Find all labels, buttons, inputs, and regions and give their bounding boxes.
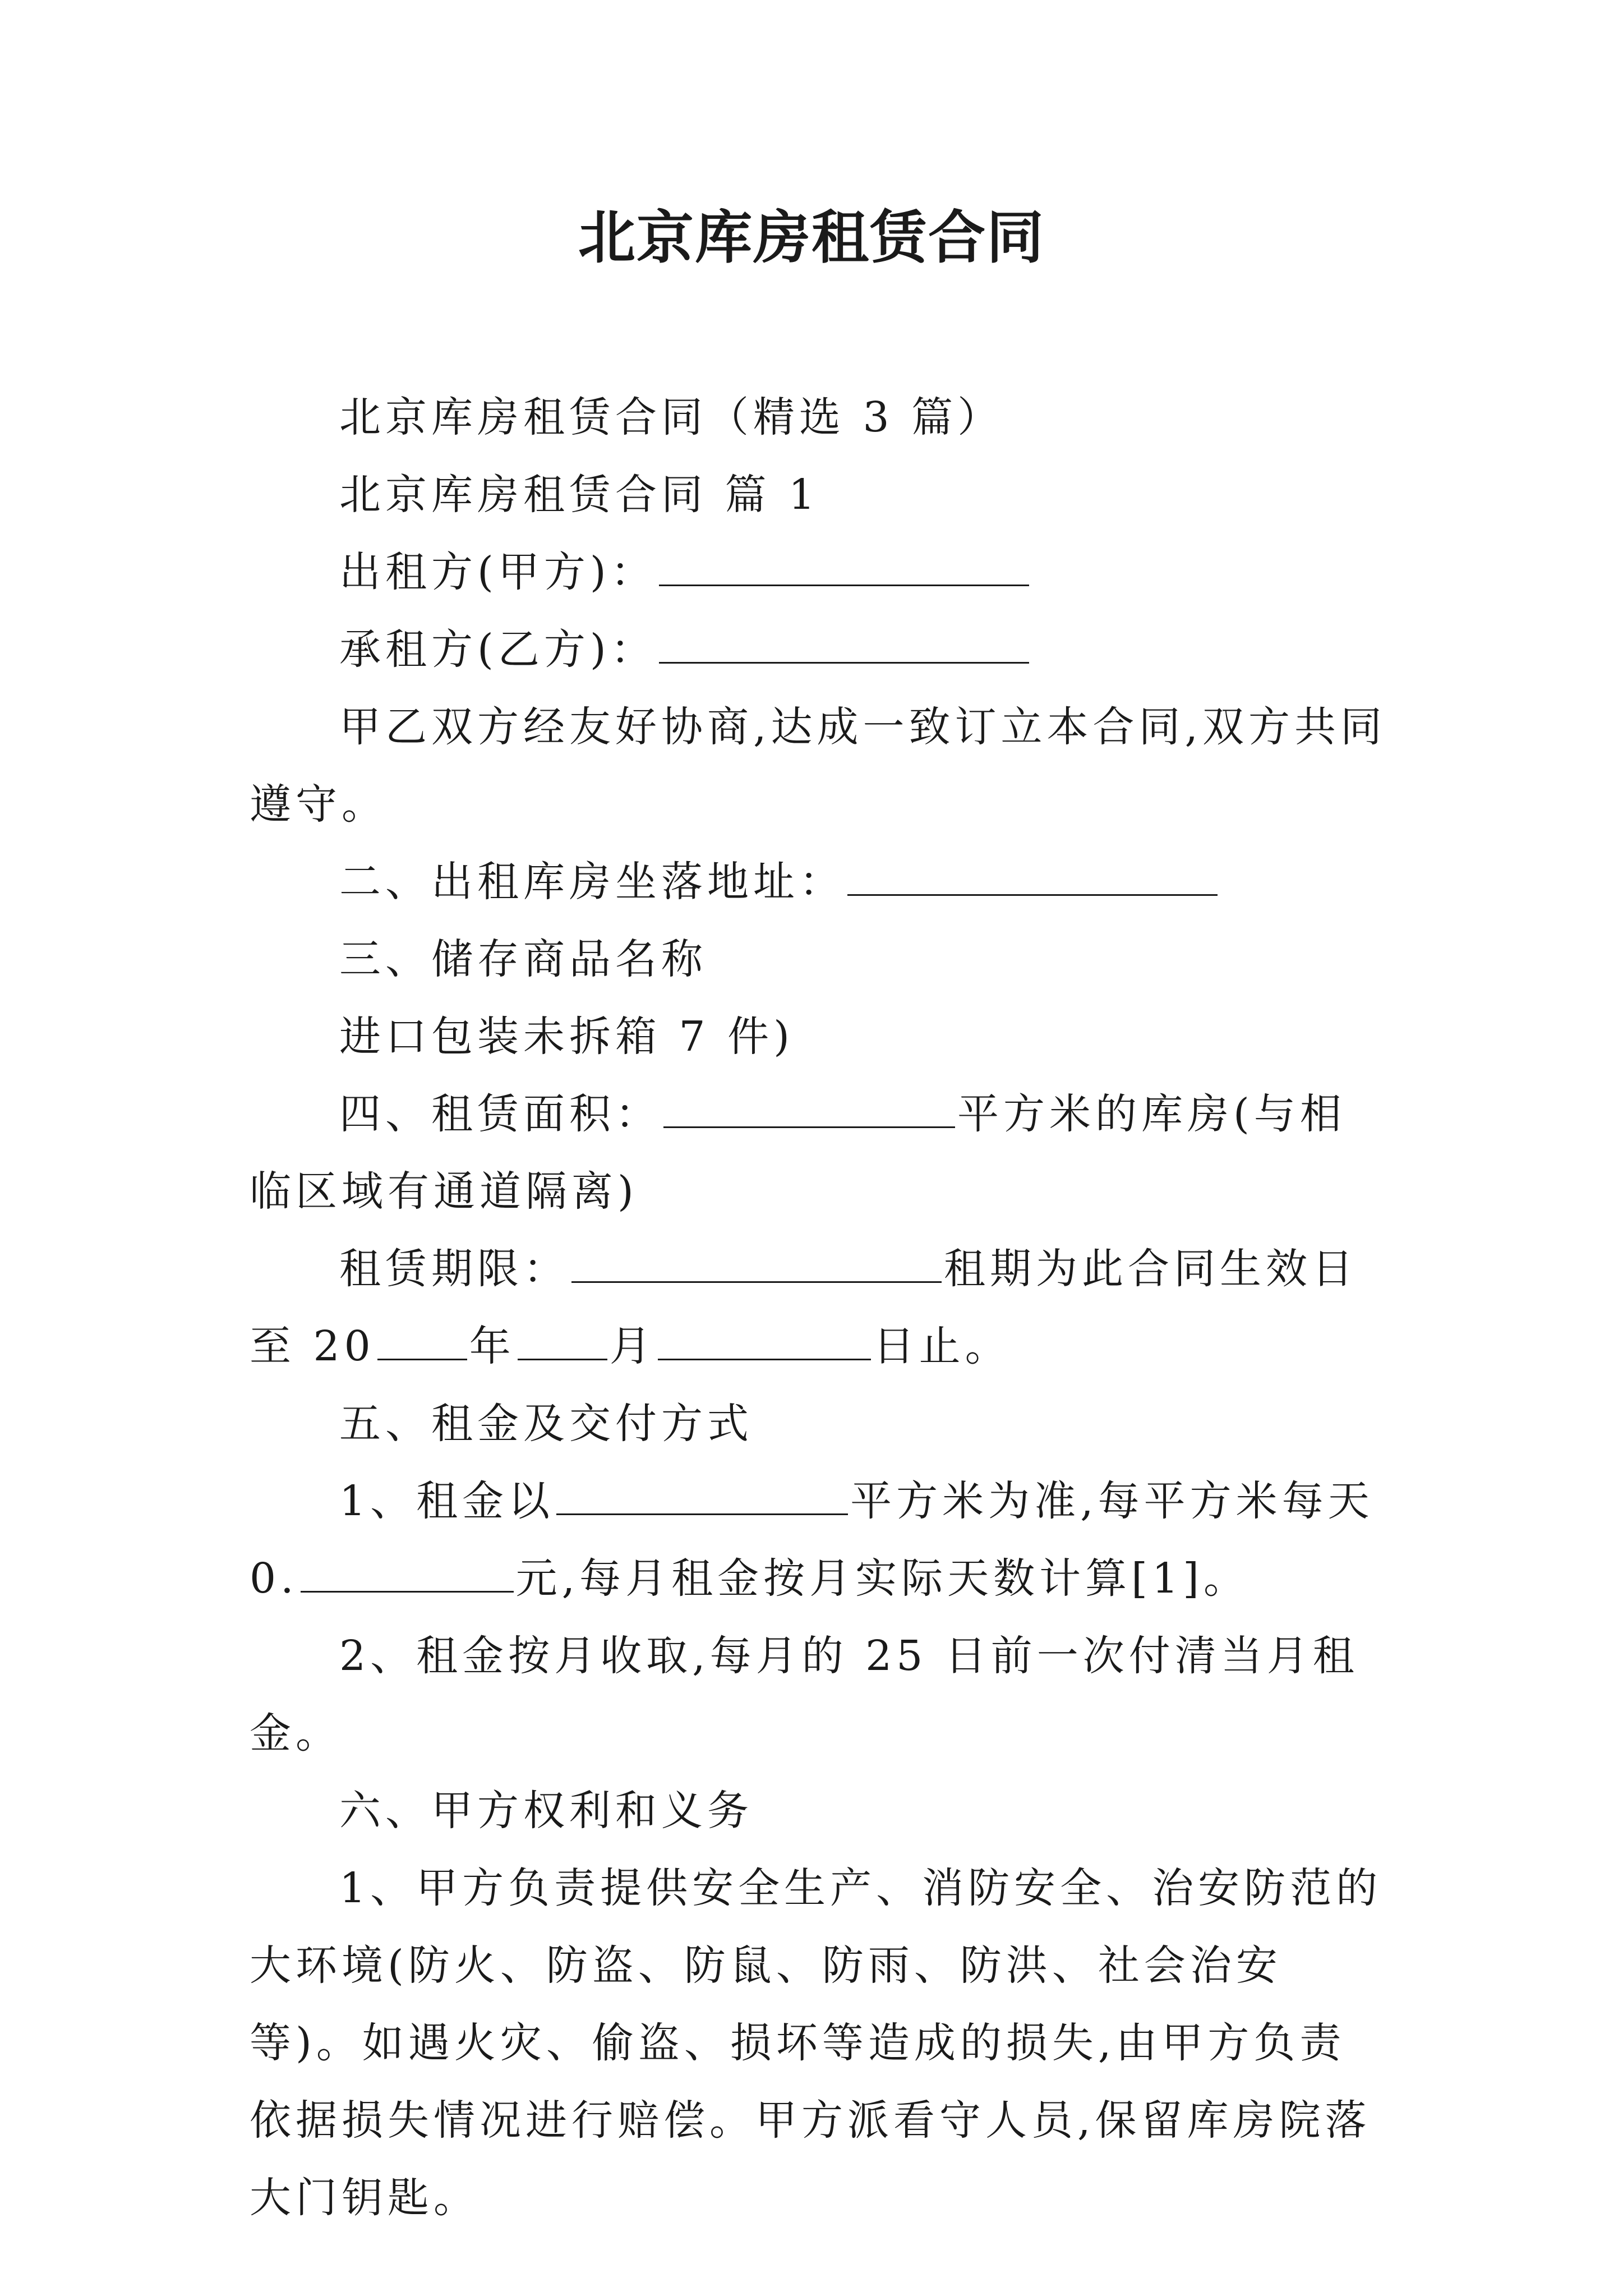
clause-6: 六、甲方权利和义务 [339, 1787, 753, 1835]
rent-1-post: 元,每月租金按月实际天数计算[1]。 [515, 1554, 1249, 1603]
lessee-label: 承租方(乙方)： [339, 625, 657, 674]
rent-item-1 [250, 1462, 1388, 1617]
rent-price-blank [301, 1546, 514, 1593]
collection-subtitle: 北京库房租赁合同（精选 3 篇） [339, 393, 1004, 441]
clause-4-text: 平方米的库房(与相临区域有通道隔离) [250, 1090, 1346, 1216]
lessee-line [250, 611, 1388, 688]
lessor-blank [659, 540, 1029, 586]
rent-1-mid: 平方米为准,每平方米每天 0. [250, 1477, 1374, 1603]
intro-paragraph: 甲乙双方经友好协商,达成一致订立本合同,双方共同遵守。 [250, 703, 1387, 829]
term-label: 租赁期限： [339, 1245, 569, 1293]
document-title: 北京库房租赁合同 [578, 205, 1045, 272]
area-blank [663, 1082, 955, 1128]
year-label: 年 [469, 1322, 515, 1370]
lessor-line [250, 533, 1388, 611]
address-blank [847, 849, 1218, 896]
clause-2-label: 二、出租库房坐落地址： [339, 858, 845, 906]
year-blank [377, 1314, 467, 1360]
term-end: 日止。 [873, 1322, 1011, 1370]
day-blank [658, 1314, 871, 1360]
term-blank [571, 1236, 942, 1283]
rent-area-blank [556, 1469, 848, 1515]
goods-line: 进口包装未拆箱 7 件) [339, 1013, 794, 1061]
clause-4-label: 四、租赁面积： [339, 1090, 661, 1138]
lessor-label: 出租方(甲方)： [339, 548, 657, 596]
duty-item-1: 1、甲方负责提供安全生产、消防安全、治安防范的大环境(防火、防盗、防鼠、防雨、防洪、社会治安等)。如遇火灾、偷盗、损坏等造成的损失,由甲方负责依据损失情况进行赔偿。甲方派看守人员,保留库房院落大门钥匙。 [250, 1864, 1382, 2222]
term-paragraph [250, 1230, 1388, 1385]
clause-3: 三、储存商品名称 [339, 935, 707, 983]
lessee-blank [659, 617, 1029, 664]
rent-item-2: 2、租金按月收取,每月的 25 日前一次付清当月租金。 [250, 1632, 1359, 1757]
rent-1-pre: 1、租金以 [339, 1477, 555, 1525]
part-heading: 北京库房租赁合同 篇 1 [339, 471, 820, 519]
term-text: 租期为此合同生效日至 20 [250, 1245, 1358, 1370]
clause-4 [250, 1075, 1388, 1230]
clause-2 [250, 843, 1388, 921]
month-label: 月 [609, 1322, 656, 1370]
month-blank [518, 1314, 607, 1360]
document-body [250, 379, 1388, 2237]
clause-5: 五、租金及交付方式 [339, 1400, 753, 1448]
